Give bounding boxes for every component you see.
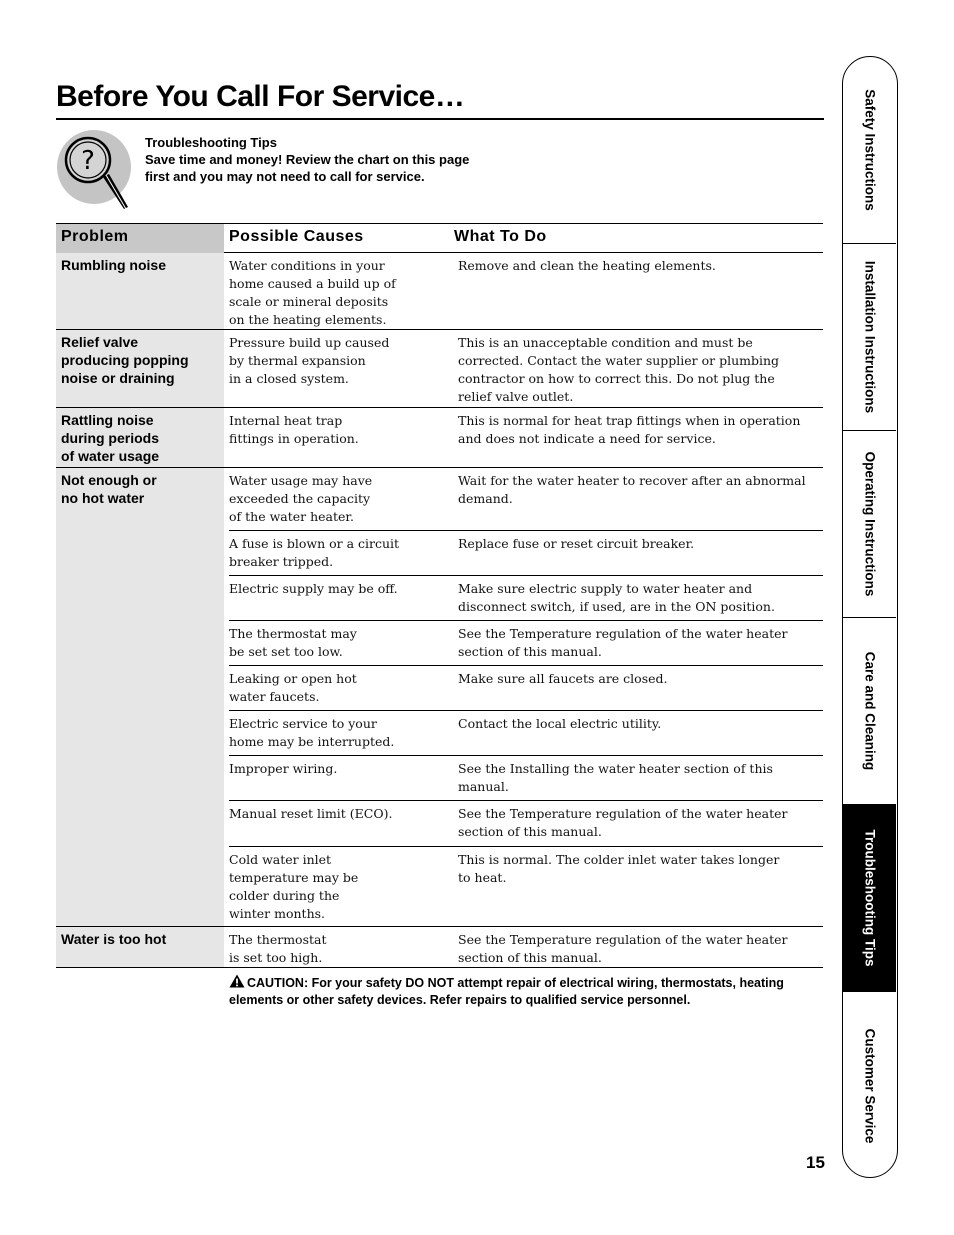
page-number: 15 xyxy=(806,1153,825,1172)
cause-item xyxy=(229,621,823,666)
what-to-do: This is normal. The colder inlet water takes longer to heat. xyxy=(458,852,780,885)
possible-cause: Manual reset limit (ECO). xyxy=(229,806,393,821)
cause-item xyxy=(229,756,823,801)
tab-operating-instructions[interactable]: Operating Instructions xyxy=(843,431,896,618)
possible-cause: Improper wiring. xyxy=(229,761,338,776)
header-what-to-do: What To Do xyxy=(454,228,547,245)
cause-item xyxy=(229,531,823,576)
what-to-do: See the Temperature regulation of the water heater section of this manual. xyxy=(458,626,788,659)
table-header xyxy=(56,223,823,253)
what-to-do: Contact the local electric utility. xyxy=(458,716,662,731)
problem-label: Rattling noise during periods of water usage xyxy=(61,412,160,464)
possible-cause: Water usage may have exceeded the capacity of the water heater. xyxy=(229,473,373,524)
warning-triangle-icon xyxy=(229,974,245,988)
header-problem: Problem xyxy=(56,224,224,253)
possible-cause: Cold water inlet temperature may be colder during the winter months. xyxy=(229,852,359,921)
problem-label: Not enough or no hot water xyxy=(61,472,157,506)
what-to-do: Replace fuse or reset circuit breaker. xyxy=(458,536,695,551)
cause-item xyxy=(229,468,823,531)
tab-installation-instructions[interactable]: Installation Instructions xyxy=(843,244,896,431)
cause-item xyxy=(229,801,823,847)
tab-safety-instructions[interactable]: Safety Instructions xyxy=(843,57,896,244)
what-to-do: See the Installing the water heater section of this manual. xyxy=(458,761,773,794)
what-to-do: Make sure all faucets are closed. xyxy=(458,671,668,686)
cause-item xyxy=(229,711,823,756)
tips-heading: Troubleshooting Tips xyxy=(145,135,277,150)
what-to-do: See the Temperature regulation of the water heater section of this manual. xyxy=(458,932,788,965)
what-to-do: Remove and clean the heating elements. xyxy=(458,258,716,273)
table-row xyxy=(56,408,823,468)
possible-cause: Water conditions in your home caused a build up of scale or mineral deposits on the heating elements. xyxy=(229,258,396,327)
what-to-do: Wait for the water heater to recover after an abnormal demand. xyxy=(458,473,806,506)
cause-item xyxy=(229,330,823,408)
tab-troubleshooting-tips[interactable]: Troubleshooting Tips xyxy=(843,805,896,992)
possible-cause: Electric service to your home may be interrupted. xyxy=(229,716,395,749)
header-possible-causes: Possible Causes xyxy=(229,228,364,245)
cause-item xyxy=(229,847,823,926)
what-to-do: This is normal for heat trap fittings when in operation and does not indicate a need for service. xyxy=(458,413,801,446)
tab-customer-service[interactable]: Customer Service xyxy=(862,1028,877,1143)
cause-item xyxy=(229,576,823,621)
table-row xyxy=(56,330,823,408)
svg-text:?: ? xyxy=(81,146,95,176)
table-row xyxy=(56,253,823,330)
possible-cause: Leaking or open hot water faucets. xyxy=(229,671,357,704)
tab-care-and-cleaning[interactable]: Care and Cleaning xyxy=(843,618,896,805)
page-title: Before You Call For Service… xyxy=(56,78,824,120)
table-row xyxy=(56,926,823,968)
question-magnifier-icon xyxy=(54,127,140,217)
possible-cause: The thermostat may be set set too low. xyxy=(229,626,357,659)
troubleshooting-tips-intro xyxy=(145,134,525,185)
possible-cause: The thermostat is set too high. xyxy=(229,932,327,965)
troubleshooting-table xyxy=(56,223,823,968)
possible-cause: Pressure build up caused by thermal expansion in a closed system. xyxy=(229,335,390,386)
table-row xyxy=(56,468,823,926)
problem-label: Relief valve producing popping noise or draining xyxy=(61,334,189,386)
what-to-do: This is an unacceptable condition and must be corrected. Contact the water supplier or plumbing contractor on how to correct this. Do not plug the relief valve outlet. xyxy=(458,335,780,404)
side-navigation xyxy=(842,56,898,1178)
problem-label: Water is too hot xyxy=(61,931,167,947)
tips-body: Save time and money! Review the chart on this page first and you may not need to call for service. xyxy=(145,152,470,184)
caution-notice xyxy=(229,974,824,1009)
possible-cause: Internal heat trap fittings in operation. xyxy=(229,413,359,446)
cause-item xyxy=(229,666,823,711)
problem-label: Rumbling noise xyxy=(61,257,166,273)
cause-item xyxy=(229,408,823,468)
possible-cause: A fuse is blown or a circuit breaker tripped. xyxy=(229,536,400,569)
what-to-do: See the Temperature regulation of the water heater section of this manual. xyxy=(458,806,788,839)
what-to-do: Make sure electric supply to water heater and disconnect switch, if used, are in the ON position. xyxy=(458,581,775,614)
possible-cause: Electric supply may be off. xyxy=(229,581,398,596)
cause-item xyxy=(229,927,823,967)
caution-text: CAUTION: For your safety DO NOT attempt repair of electrical wiring, thermostats, heating elements or other safety devices. Refer repairs to qualified service personnel. xyxy=(229,976,784,1007)
cause-item xyxy=(229,253,823,330)
